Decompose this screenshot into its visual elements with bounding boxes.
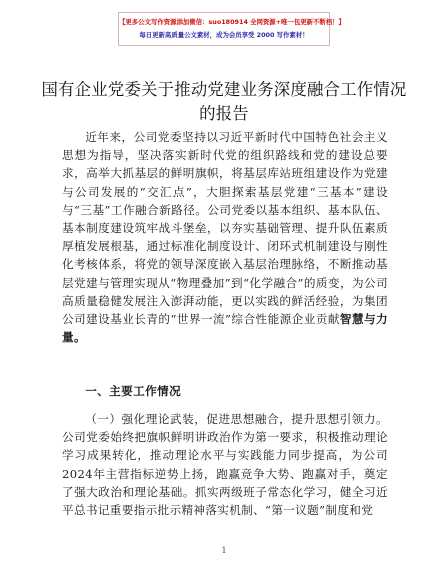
section-1-paragraph: （一）强化理论武装，促进思想融合，提升思想引领力。公司党委始终把旗帜鲜明讲政治作为第一要求，积极推动理论学习成果转化，推动理论水平与实践能力同步提高，为公司2024年主营指标逆势上扬，跑赢竞争大势、跑赢对手，奠定了强大政治和理论基础。抓实两级班子常态化学习，健全习近平总书记重要指示批示精神落实机制、“第一议题”制度和党	[62, 412, 388, 518]
promo-line-2: 每日更新高质量公文素材，成为会员享受 2000 写作素材！	[139, 31, 309, 39]
intro-paragraph	[62, 128, 388, 346]
page-number: 1	[221, 546, 227, 555]
promo-line-1: 【更多公文写作资源添加微信：suo180914 全网资源+唯一包更新不断档！】	[119, 18, 345, 26]
intro-text: 近年来，公司党委坚持以习近平新时代中国特色社会主义思想为指导，坚决落实新时代党的组织路线和党的建设总要求，高举大抓基层的鲜明旗帜，将基层库站班组建设作为党建与公司发展的“交汇点”，大胆探索基层党建“三基本”建设与“三基”工作融合新路径。公司党委以基本组织、基本队伍、基本制度建设筑牢战斗堡垒，以夯实基础管理、提升队伍素质厚植发展根基，通过标准化制度设计、闭环式机制建设与刚性化考核体系，将党的领导深度嵌入基层治理脉络，不断推动基层党建与管理实现从“物理叠加”到“化学融合”的质变，为公司高质量稳健发展注入澎湃动能，更以实践的鲜活经验，为集团公司建设基业长青的“世界一流”综合性能源企业贡献	[62, 130, 388, 327]
promo-banner	[118, 12, 345, 46]
document-title: 国有企业党委关于推动党建业务深度融合工作情况的报告	[41, 80, 407, 123]
section-heading-1: 一、主要工作情况	[85, 384, 182, 398]
intro-bold-text: 智慧与力量。	[62, 312, 388, 345]
